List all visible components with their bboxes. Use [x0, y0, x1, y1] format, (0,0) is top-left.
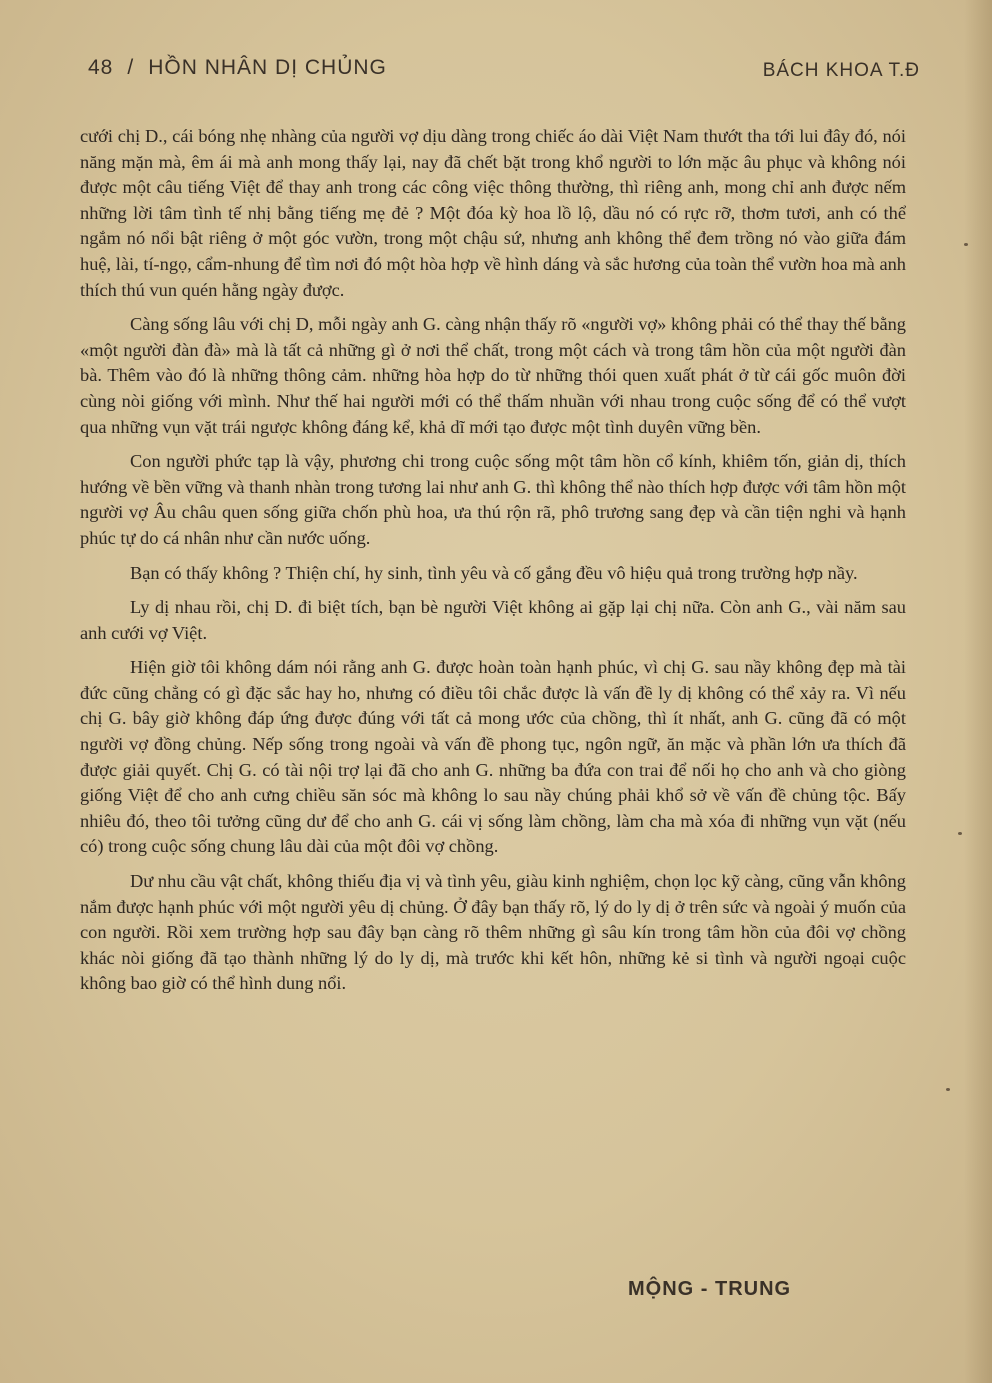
paragraph-7: Dư nhu cầu vật chất, không thiếu địa vị và tình yêu, giàu kinh nghiệm, chọn lọc kỹ càng, cũng vẫn không nắm được hạnh phúc với một người yêu dị chủng. Ở đây bạn thấy rõ, lý do ly dị ở trên sức và ngoài ý muốn của con người. Rồi xem trường hợp sau đây bạn càng rõ thêm những gì sâu kín trong tâm hồn của đôi vợ chồng khác nòi giống đã tạo thành những lý do ly dị, mà trước khi kết hôn, những kẻ si tình và người ngoại cuộc không bao giờ có thể hình dung nổi.: [80, 871, 906, 994]
paragraph-6: Hiện giờ tôi không dám nói rằng anh G. được hoàn toàn hạnh phúc, vì chị G. sau nầy không đẹp mà tài đức cũng chẳng có gì đặc sắc hay ho, nhưng có điều tôi chắc được là vấn đề ly dị không có thể xảy ra. Vì nếu chị G. bây giờ không đáp ứng được đúng với tất cả mong ước của chồng, thì ít nhất, anh G. cũng đã có một người vợ đồng chủng. Nếp sống trong ngoài và vấn đề phong tục, ngôn ngữ, ăn mặc và phần lớn ưa thích đã được giải quyết. Chị G. có tài nội trợ lại đã cho anh G. những ba đứa con trai để nối họ cho anh và cho giòng giống Việt để cho anh cưng chiều săn sóc mà không lo sau nầy chúng phải khổ sở về vấn đề chủng tộc. Bấy nhiêu đó, theo tôi tưởng cũng dư để cho anh G. cái vị sống làm chồng, làm cha mà xóa đi những vụn vặt (nếu có) trong cuộc sống chung lâu dài của một đôi vợ chồng.: [80, 657, 906, 857]
paper-speck: [958, 832, 962, 835]
author-signature: MỘNG - TRUNG: [628, 1278, 792, 1300]
section-title: HỒN NHÂN DỊ CHỦNG: [148, 56, 387, 79]
page-number: 48: [88, 56, 114, 79]
article-body: [80, 124, 906, 1006]
page-edge-shadow: [964, 0, 992, 1383]
magazine-title: BÁCH KHOA T.Đ: [762, 60, 920, 81]
paper-speck: [964, 243, 968, 246]
paragraph-2: Càng sống lâu với chị D, mỗi ngày anh G. càng nhận thấy rõ «người vợ» không phải có thể thay thế bằng «một người đàn đà» mà là tất cả những gì ở nơi thể chất, trong một cách và trong tâm hồn của một người đàn bà. Thêm vào đó là những thông cảm. những hòa hợp do từ những thói quen xuất phát ở từ cái gốc muôn đời cùng nòi giống với mình. Như thế hai người mới có thể thấm nhuần với nhau trong cuộc sống để có thể vượt qua những vụn vặt trái ngược không đáng kể, khả dĩ mới tạo được một tình duyên vững bền.: [80, 314, 906, 437]
paragraph-3: Con người phức tạp là vậy, phương chi trong cuộc sống một tâm hồn cổ kính, khiêm tốn, giản dị, thích hướng về bền vững và thanh nhàn trong tương lai như anh G. thì không thể nào thích hợp được với tâm hồn một người vợ Âu châu quen sống giữa chốn phù hoa, ưa thú rộn rã, phô trương sang đẹp và cần tiện nghi và hạnh phúc tự do cá nhân như cần nước uống.: [80, 451, 906, 548]
header-separator: /: [127, 56, 135, 79]
paper-speck: [946, 1088, 950, 1091]
paragraph-5: Ly dị nhau rồi, chị D. đi biệt tích, bạn bè người Việt không ai gặp lại chị nữa. Còn anh G., vài năm sau anh cưới vợ Việt.: [80, 597, 906, 643]
running-header: [88, 52, 920, 88]
paragraph-1: cưới chị D., cái bóng nhẹ nhàng của người vợ dịu dàng trong chiếc áo dài Việt Nam thướt tha tới lui đây đó, nói năng mặn mà, êm ái mà anh mong thấy lại, nay đã chết bặt trong khổ người to lớn mặc âu phục và không nói được một câu tiếng Việt để thay anh trong các công việc thông thường, thì riêng anh, mong chỉ anh được nếm những lời tâm tình tế nhị bằng tiếng mẹ đẻ ? Một đóa kỳ hoa lồ lộ, dầu nó có rực rỡ, thơm tươi, anh có thể ngắm nó nổi bật riêng ở một góc vườn, trong một chậu sứ, nhưng anh không thể đem trồng nó vào giữa đám huệ, lài, tí-ngọ, cẩm-nhung để tìm nơi đó một hòa hợp về hình dáng và sắc hương của toàn thể vườn hoa mà anh thích thú vun quén hằng ngày được.: [80, 126, 906, 300]
paragraph-4: Bạn có thấy không ? Thiện chí, hy sinh, tình yêu và cố gắng đều vô hiệu quả trong trường hợp nầy.: [130, 562, 858, 583]
header-left: [88, 56, 387, 80]
